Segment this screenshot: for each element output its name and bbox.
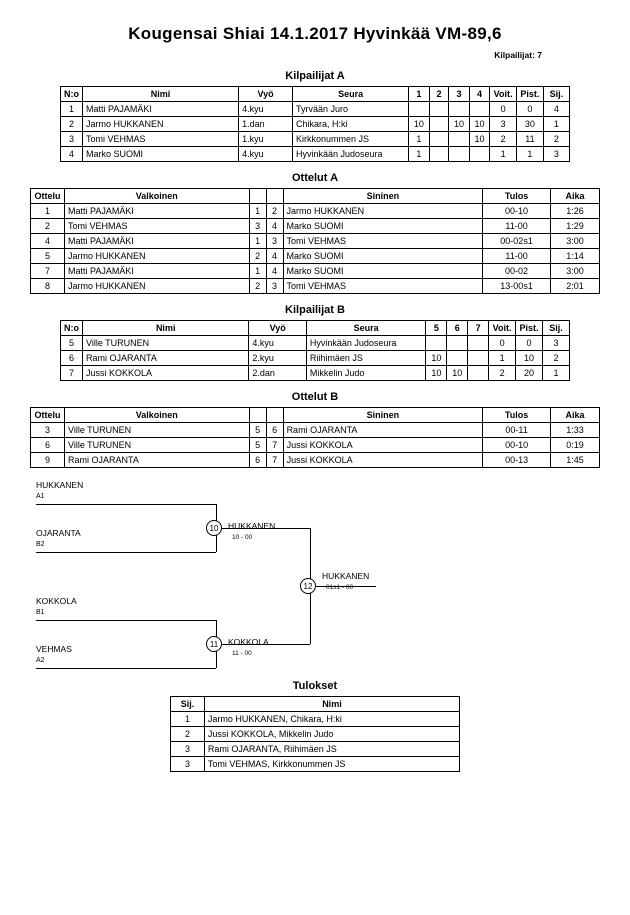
cell-match-7 [468, 336, 489, 351]
cell-sij: 1 [171, 712, 205, 727]
bracket-entry-name: VEHMAS [36, 644, 72, 654]
cell-valkoinen: Matti PAJAMÄKI [64, 204, 249, 219]
header-sininen: Sininen [283, 408, 483, 423]
page-title: Kougensai Shiai 14.1.2017 Hyvinkää VM-89,6 [128, 24, 502, 43]
cell-vyo: 2.kyu [249, 351, 306, 366]
cell-seura: Hyvinkään Judoseura [306, 336, 426, 351]
cell-ottelu: 3 [31, 423, 65, 438]
cell-sininen: Jussi KOKKOLA [283, 438, 483, 453]
cell-tulos: 00-10 [483, 204, 551, 219]
table-row [31, 453, 600, 468]
cell-seura: Kirkkonummen JS [292, 132, 408, 147]
header-sininen: Sininen [283, 189, 483, 204]
bracket-score: 01s1 - 00 [326, 584, 354, 591]
cell-voit: 0 [490, 102, 517, 117]
cell-valkoinen: Jarmo HUKKANEN [64, 249, 249, 264]
cell-player-2-no: 6 [266, 423, 283, 438]
table-row [61, 132, 570, 147]
cell-vyo: 4.kyu [239, 102, 293, 117]
table-row [31, 438, 600, 453]
cell-match-2 [429, 132, 449, 147]
header-player-2-no [266, 408, 283, 423]
table-row [61, 336, 570, 351]
cell-tulos: 00-10 [483, 438, 551, 453]
header-tulos: Tulos [483, 189, 551, 204]
cell-tulos: 00-11 [483, 423, 551, 438]
cell-player-2-no: 2 [266, 204, 283, 219]
cell-sij: 3 [171, 742, 205, 757]
cell-voit: 0 [489, 336, 516, 351]
table-row [31, 423, 600, 438]
bracket-line [222, 528, 310, 529]
cell-match-7 [468, 351, 489, 366]
cell-ottelu: 8 [31, 279, 65, 294]
cell-match-3 [449, 102, 469, 117]
cell-tulos: 11-00 [483, 249, 551, 264]
section-title-kilpailijat-b: Kilpailijat B [285, 304, 345, 316]
cell-pist: 30 [517, 117, 544, 132]
cell-nimi: Jussi KOKKOLA, Mikkelin Judo [204, 727, 459, 742]
bracket-match-node: 11 [206, 636, 222, 652]
bracket-entry-seed: B1 [36, 609, 45, 616]
header-match-3: 3 [449, 87, 469, 102]
cell-pist: 1 [517, 147, 544, 162]
cell-valkoinen: Rami OJARANTA [64, 453, 249, 468]
bracket-winner-name: KOKKOLA [228, 637, 269, 647]
table-row [61, 117, 570, 132]
competitors-count: Kilpailijat: 7 [494, 50, 542, 60]
cell-player-1-no: 5 [249, 423, 266, 438]
cell-ottelu: 5 [31, 249, 65, 264]
cell-pist: 10 [516, 351, 543, 366]
table-row [171, 757, 460, 772]
cell-player-1-no: 2 [249, 249, 266, 264]
cell-sininen: Marko SUOMI [283, 219, 483, 234]
cell-seura: Riihimäen JS [306, 351, 426, 366]
header-player-1-no [249, 189, 266, 204]
cell-voit: 3 [490, 117, 517, 132]
cell-vyo: 4.kyu [239, 147, 293, 162]
cell-player-1-no: 1 [249, 264, 266, 279]
cell-match-5: 10 [426, 351, 447, 366]
cell-player-2-no: 4 [266, 264, 283, 279]
table-row [171, 742, 460, 757]
table-row [171, 727, 460, 742]
table-row [31, 264, 600, 279]
cell-player-1-no: 3 [249, 219, 266, 234]
header-match-5: 5 [426, 321, 447, 336]
cell-match-1: 1 [409, 132, 429, 147]
cell-match-5 [426, 336, 447, 351]
cell-nimi: Jarmo HUKKANEN, Chikara, H:ki [204, 712, 459, 727]
table-row [31, 219, 600, 234]
cell-tulos: 00-02 [483, 264, 551, 279]
section-title-kilpailijat-a: Kilpailijat A [285, 70, 345, 82]
cell-aika: 1:29 [551, 219, 600, 234]
cell-match-3 [449, 147, 469, 162]
header-pist: Pist. [517, 87, 544, 102]
cell-sij: 3 [543, 147, 569, 162]
cell-aika: 1:45 [551, 453, 600, 468]
header-match-7: 7 [468, 321, 489, 336]
cell-match-6: 10 [447, 366, 468, 381]
bracket-match-node: 12 [300, 578, 316, 594]
cell-sij: 3 [171, 757, 205, 772]
header-sij: Sij. [543, 321, 570, 336]
table-row [61, 351, 570, 366]
cell-sininen: Tomi VEHMAS [283, 234, 483, 249]
cell-aika: 1:14 [551, 249, 600, 264]
bracket-line [36, 504, 216, 505]
cell-sininen: Jarmo HUKKANEN [283, 204, 483, 219]
cell-ottelu: 7 [31, 264, 65, 279]
table-header-row [31, 408, 600, 423]
header-player-1-no [249, 408, 266, 423]
header-seura: Seura [292, 87, 408, 102]
cell-match-4 [469, 147, 489, 162]
bracket-line [36, 620, 216, 621]
header-ottelu: Ottelu [31, 408, 65, 423]
cell-match-4: 10 [469, 132, 489, 147]
cell-ottelu: 1 [31, 204, 65, 219]
header-valkoinen: Valkoinen [64, 408, 249, 423]
cell-player-1-no: 2 [249, 279, 266, 294]
cell-seura: Mikkelin Judo [306, 366, 426, 381]
cell-aika: 3:00 [551, 234, 600, 249]
cell-ottelu: 6 [31, 438, 65, 453]
bracket-entry-seed: A2 [36, 657, 45, 664]
cell-sij: 3 [543, 336, 570, 351]
section-title-ottelut-a: Ottelut A [291, 172, 339, 184]
bracket-winner-name: HUKKANEN [228, 521, 276, 531]
cell-player-1-no: 1 [249, 204, 266, 219]
header-match-4: 4 [469, 87, 489, 102]
header-match-6: 6 [447, 321, 468, 336]
table-header-row [31, 189, 600, 204]
header-nimi: Nimi [204, 697, 459, 712]
header-no: N:o [61, 321, 83, 336]
table-header-row [61, 321, 570, 336]
tulokset-table [170, 696, 460, 772]
cell-player-2-no: 7 [266, 453, 283, 468]
cell-player-2-no: 3 [266, 234, 283, 249]
table-row [61, 366, 570, 381]
cell-vyo: 2.dan [249, 366, 306, 381]
header-valkoinen: Valkoinen [64, 189, 249, 204]
cell-player-1-no: 1 [249, 234, 266, 249]
cell-match-7 [468, 366, 489, 381]
cell-voit: 2 [490, 132, 517, 147]
cell-sininen: Jussi KOKKOLA [283, 453, 483, 468]
cell-no: 2 [61, 117, 83, 132]
cell-no: 6 [61, 351, 83, 366]
cell-sij: 1 [543, 366, 570, 381]
playoff-bracket [0, 480, 630, 670]
cell-sij: 1 [543, 117, 569, 132]
cell-sininen: Marko SUOMI [283, 264, 483, 279]
cell-match-1 [409, 102, 429, 117]
header-nimi: Nimi [83, 321, 249, 336]
cell-nimi: Rami OJARANTA, Riihimäen JS [204, 742, 459, 757]
cell-aika: 1:33 [551, 423, 600, 438]
cell-match-5: 10 [426, 366, 447, 381]
cell-match-6 [447, 351, 468, 366]
cell-valkoinen: Jarmo HUKKANEN [64, 279, 249, 294]
cell-voit: 1 [490, 147, 517, 162]
header-tulos: Tulos [483, 408, 551, 423]
table-row [171, 712, 460, 727]
bracket-match-node: 10 [206, 520, 222, 536]
header-seura: Seura [306, 321, 426, 336]
ottelut-a-table [30, 188, 600, 294]
cell-sij: 2 [543, 351, 570, 366]
kilpailijat-b-table [60, 320, 570, 381]
cell-match-4: 10 [469, 117, 489, 132]
header-no: N:o [61, 87, 83, 102]
cell-aika: 2:01 [551, 279, 600, 294]
header-ottelu: Ottelu [31, 189, 65, 204]
section-title-tulokset: Tulokset [292, 680, 338, 692]
header-aika: Aika [551, 189, 600, 204]
cell-ottelu: 9 [31, 453, 65, 468]
cell-valkoinen: Matti PAJAMÄKI [64, 264, 249, 279]
cell-vyo: 1.kyu [239, 132, 293, 147]
cell-match-3 [449, 132, 469, 147]
table-header-row [171, 697, 460, 712]
cell-player-2-no: 7 [266, 438, 283, 453]
cell-match-4 [469, 102, 489, 117]
cell-sij: 2 [171, 727, 205, 742]
cell-nimi: Ville TURUNEN [83, 336, 249, 351]
table-row [61, 102, 570, 117]
cell-sininen: Tomi VEHMAS [283, 279, 483, 294]
cell-match-2 [429, 117, 449, 132]
cell-tulos: 00-02s1 [483, 234, 551, 249]
cell-nimi: Tomi VEHMAS, Kirkkonummen JS [204, 757, 459, 772]
cell-sij: 4 [543, 102, 569, 117]
cell-no: 7 [61, 366, 83, 381]
cell-sininen: Marko SUOMI [283, 249, 483, 264]
cell-sij: 2 [543, 132, 569, 147]
cell-sininen: Rami OJARANTA [283, 423, 483, 438]
cell-nimi: Jussi KOKKOLA [83, 366, 249, 381]
cell-player-2-no: 4 [266, 219, 283, 234]
table-header-row [61, 87, 570, 102]
header-sij: Sij. [543, 87, 569, 102]
cell-valkoinen: Matti PAJAMÄKI [64, 234, 249, 249]
bracket-entry-name: HUKKANEN [36, 480, 84, 490]
cell-voit: 1 [489, 351, 516, 366]
table-row [31, 249, 600, 264]
bracket-score: 11 - 00 [232, 650, 252, 657]
header-vyo: Vyö [249, 321, 306, 336]
cell-pist: 0 [516, 336, 543, 351]
cell-match-2 [429, 102, 449, 117]
cell-valkoinen: Ville TURUNEN [64, 423, 249, 438]
header-nimi: Nimi [83, 87, 239, 102]
table-row [61, 147, 570, 162]
cell-player-1-no: 6 [249, 453, 266, 468]
cell-no: 3 [61, 132, 83, 147]
bracket-entry-name: KOKKOLA [36, 596, 77, 606]
cell-pist: 20 [516, 366, 543, 381]
cell-match-1: 1 [409, 147, 429, 162]
cell-valkoinen: Ville TURUNEN [64, 438, 249, 453]
bracket-line [36, 668, 216, 669]
header-vyo: Vyö [239, 87, 293, 102]
table-row [31, 279, 600, 294]
cell-nimi: Rami OJARANTA [83, 351, 249, 366]
cell-pist: 11 [517, 132, 544, 147]
header-match-1: 1 [409, 87, 429, 102]
cell-tulos: 00-13 [483, 453, 551, 468]
table-row [31, 234, 600, 249]
table-row [31, 204, 600, 219]
cell-nimi: Marko SUOMI [83, 147, 239, 162]
cell-valkoinen: Tomi VEHMAS [64, 219, 249, 234]
cell-ottelu: 4 [31, 234, 65, 249]
header-aika: Aika [551, 408, 600, 423]
cell-match-6 [447, 336, 468, 351]
cell-match-2 [429, 147, 449, 162]
header-player-2-no [266, 189, 283, 204]
cell-pist: 0 [517, 102, 544, 117]
kilpailijat-a-table [60, 86, 570, 162]
cell-no: 4 [61, 147, 83, 162]
cell-seura: Chikara, H:ki [292, 117, 408, 132]
cell-seura: Hyvinkään Judoseura [292, 147, 408, 162]
cell-match-3: 10 [449, 117, 469, 132]
cell-voit: 2 [489, 366, 516, 381]
cell-seura: Tyrvään Juro [292, 102, 408, 117]
section-title-ottelut-b: Ottelut B [291, 391, 339, 403]
cell-vyo: 4.kyu [249, 336, 306, 351]
cell-aika: 0:19 [551, 438, 600, 453]
cell-player-2-no: 4 [266, 249, 283, 264]
cell-nimi: Tomi VEHMAS [83, 132, 239, 147]
ottelut-b-table [30, 407, 600, 468]
cell-no: 1 [61, 102, 83, 117]
cell-vyo: 1.dan [239, 117, 293, 132]
header-voit: Voit. [490, 87, 517, 102]
header-sij: Sij. [171, 697, 205, 712]
bracket-line [222, 644, 310, 645]
bracket-entry-name: OJARANTA [36, 528, 81, 538]
cell-tulos: 11-00 [483, 219, 551, 234]
cell-player-2-no: 3 [266, 279, 283, 294]
cell-match-1: 10 [409, 117, 429, 132]
cell-nimi: Matti PAJAMÄKI [83, 102, 239, 117]
bracket-score: 10 - 00 [232, 534, 253, 541]
tournament-results-page [0, 24, 630, 915]
header-pist: Pist. [516, 321, 543, 336]
cell-ottelu: 2 [31, 219, 65, 234]
bracket-entry-seed: B2 [36, 541, 45, 548]
header-match-2: 2 [429, 87, 449, 102]
header-voit: Voit. [489, 321, 516, 336]
cell-aika: 1:26 [551, 204, 600, 219]
cell-nimi: Jarmo HUKKANEN [83, 117, 239, 132]
bracket-winner-name: HUKKANEN [322, 571, 370, 581]
bracket-line [36, 552, 216, 553]
bracket-entry-seed: A1 [36, 493, 45, 500]
cell-no: 5 [61, 336, 83, 351]
cell-aika: 3:00 [551, 264, 600, 279]
cell-player-1-no: 5 [249, 438, 266, 453]
cell-tulos: 13-00s1 [483, 279, 551, 294]
